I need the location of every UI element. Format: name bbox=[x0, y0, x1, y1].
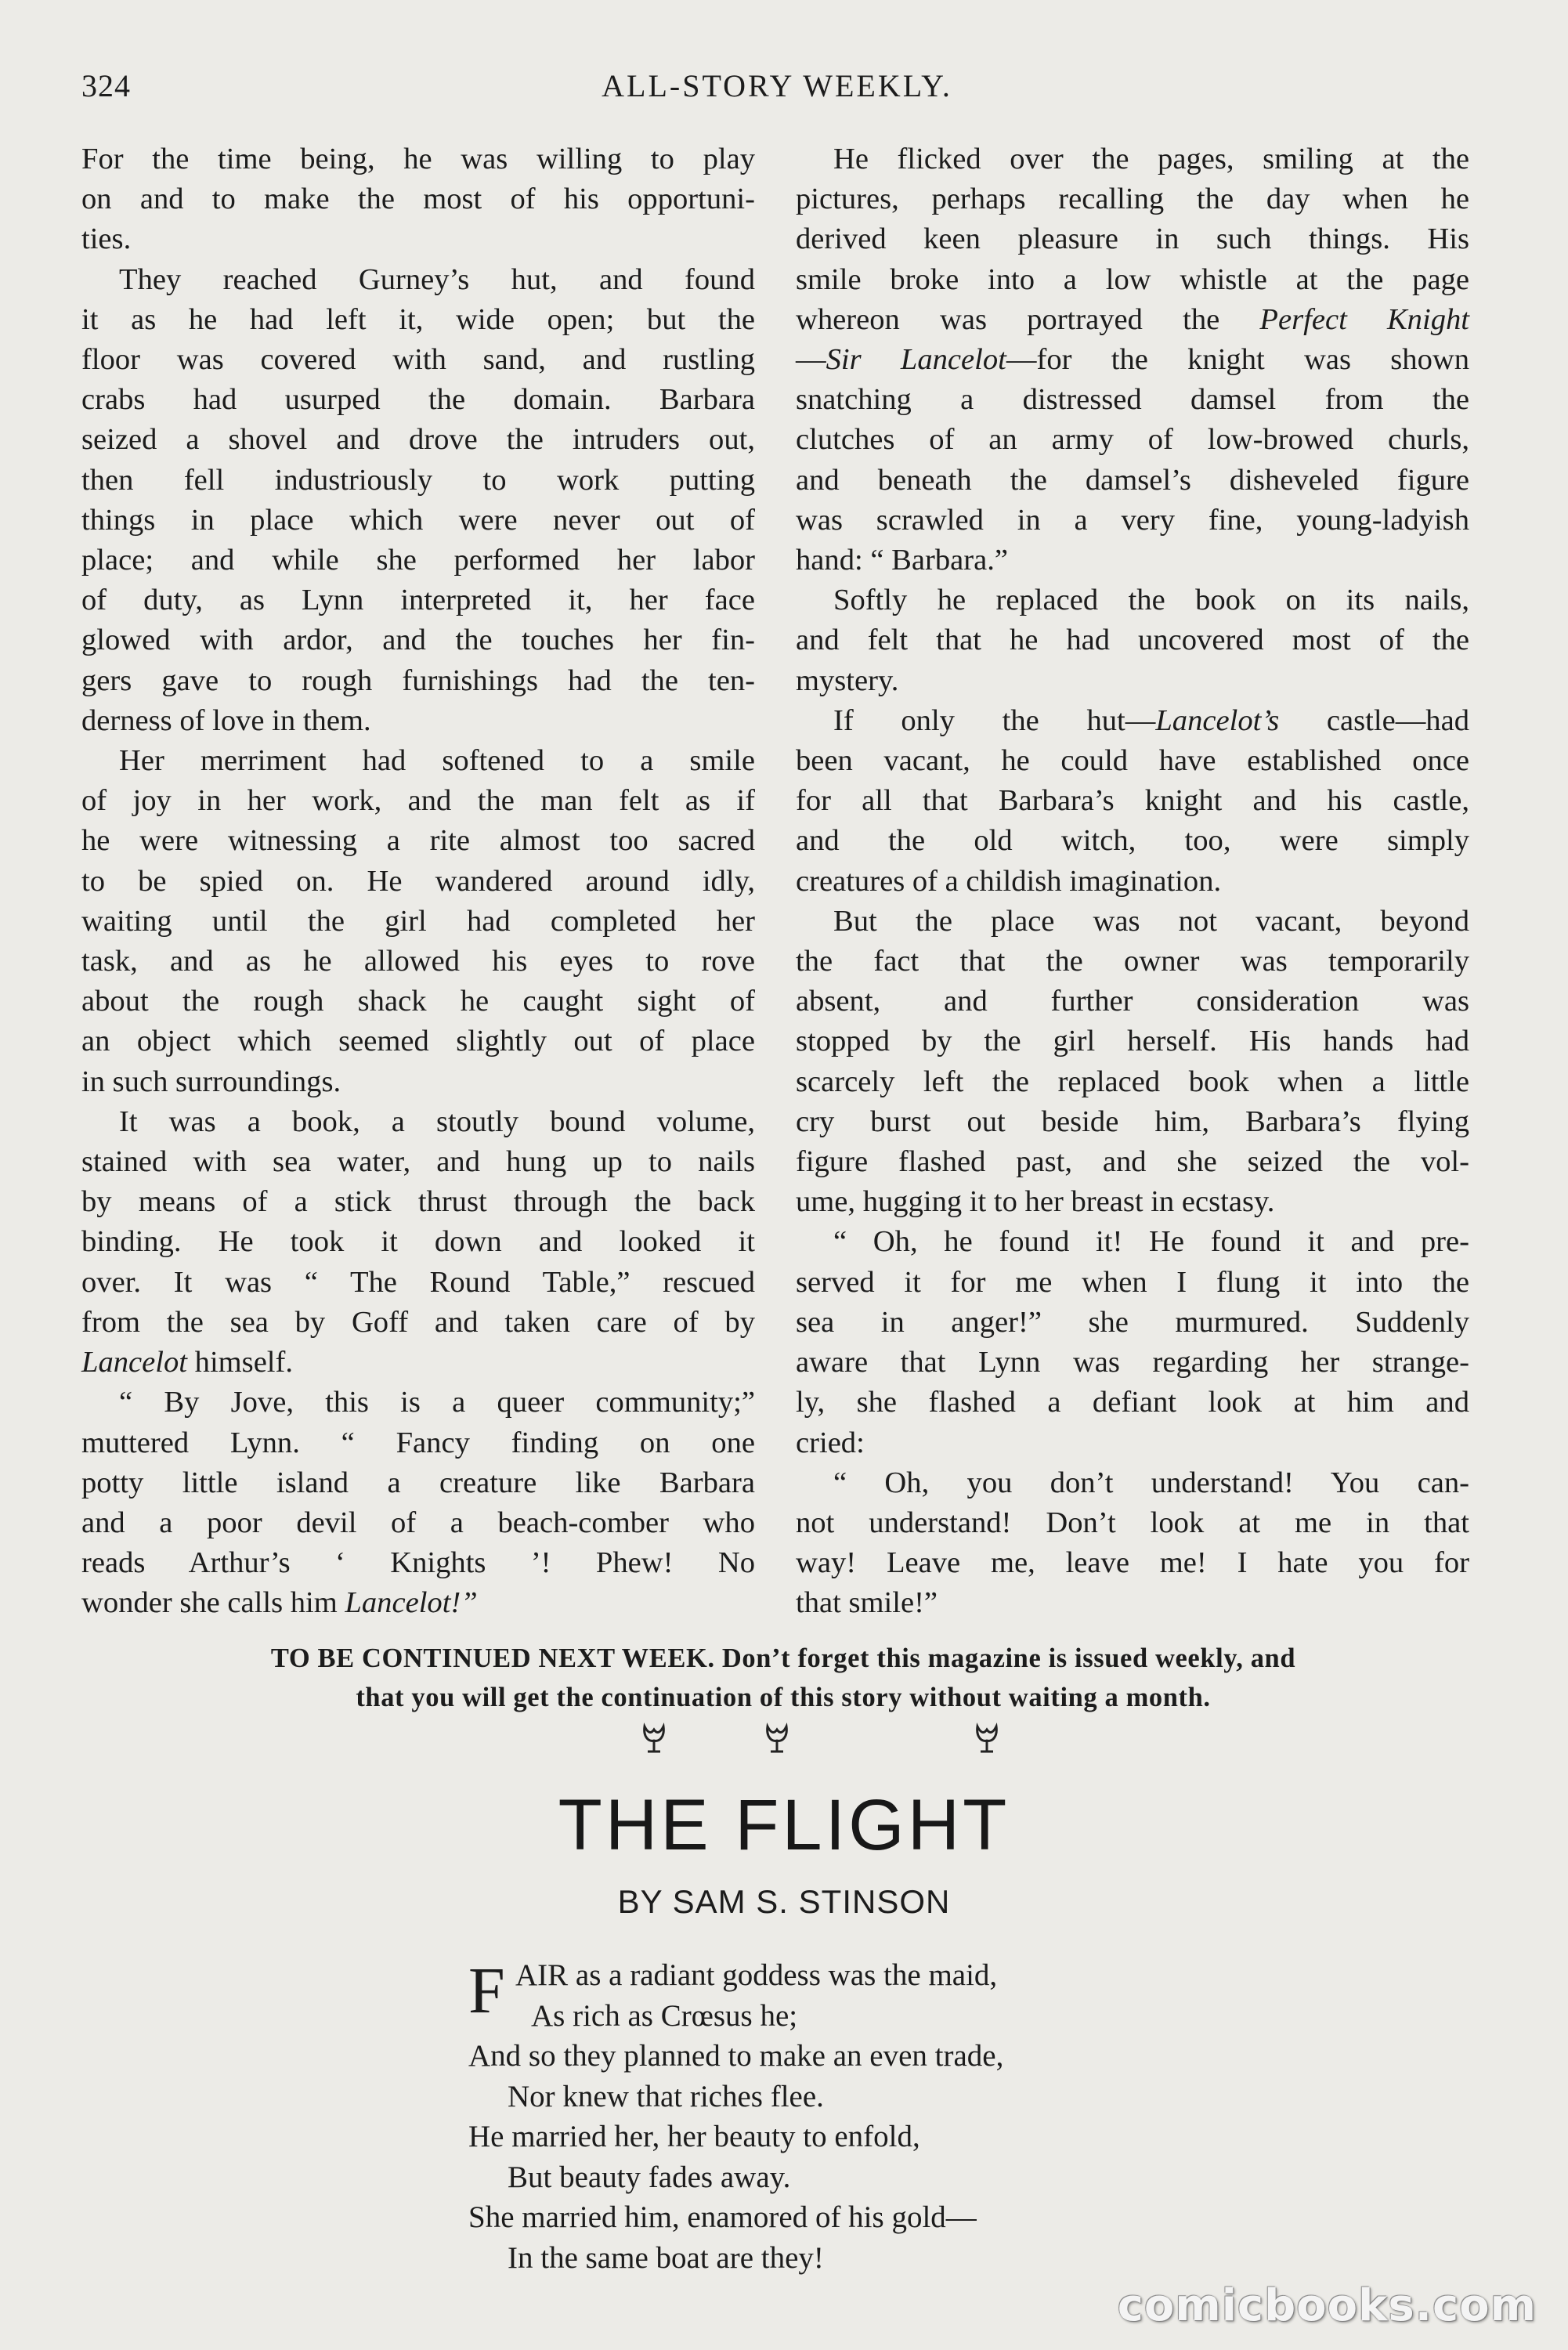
text-line: “ By Jove, this is a queer community;” bbox=[119, 1386, 755, 1419]
text-line: derness of love in them. bbox=[81, 703, 371, 737]
text-line: then fell industriously to work putting bbox=[81, 463, 755, 497]
text-line: from the sea by Goff and taken care of by bbox=[81, 1305, 755, 1339]
text-line: on and to make the most of his opportuni- bbox=[81, 183, 755, 216]
text-line: sea in anger!” she murmured. Suddenly bbox=[796, 1305, 1469, 1339]
poem-line: As rich as Crœsus he; bbox=[531, 1998, 798, 2033]
poem-title: THE FLIGHT bbox=[558, 1785, 1010, 1865]
text-line: to be spied on. He wandered around idly, bbox=[81, 864, 755, 898]
text-line: He flicked over the pages, smiling at the bbox=[833, 143, 1469, 175]
text-line: aware that Lynn was regarding her strange- bbox=[796, 1346, 1469, 1379]
text-line: task, and as he allowed his eyes to rove bbox=[81, 945, 755, 978]
text-line: pictures, perhaps recalling the day when he bbox=[796, 183, 1469, 216]
page-number: 324 bbox=[81, 68, 131, 103]
text-line: way! Leave me, leave me! I hate you for bbox=[796, 1546, 1469, 1580]
running-title: ALL-STORY WEEKLY. bbox=[602, 68, 952, 103]
text-line: If only the hut—Lancelot’s castle—had bbox=[833, 703, 1469, 737]
text-line: for all that Barbara’s knight and his castle, bbox=[796, 784, 1469, 818]
text-line: the fact that the owner was temporarily bbox=[796, 945, 1469, 978]
poem-line: And so they planned to make an even trade, bbox=[468, 2039, 1004, 2073]
text-line: of joy in her work, and the man felt as if bbox=[81, 784, 755, 818]
page-header bbox=[81, 67, 1472, 114]
text-line: reads Arthur’s ‘ Knights ’! Phew! No bbox=[81, 1546, 755, 1580]
text-line: They reached Gurney’s hut, and found bbox=[119, 262, 755, 296]
text-line: absent, and further consideration was bbox=[796, 985, 1469, 1018]
text-line: and a poor devil of a beach-comber who bbox=[81, 1506, 755, 1539]
text-line: things in place which were never out of bbox=[81, 503, 755, 537]
text-line: clutches of an army of low-browed churls, bbox=[796, 423, 1469, 457]
text-line: served it for me when I flung it into the bbox=[796, 1265, 1469, 1299]
text-line: scarcely left the replaced book when a little bbox=[796, 1065, 1469, 1098]
poem-body bbox=[468, 1955, 1173, 2278]
text-line: cry burst out beside him, Barbara’s flying bbox=[796, 1104, 1469, 1138]
text-line: was scrawled in a very fine, young-ladyish bbox=[796, 503, 1469, 537]
text-line: waiting until the girl had completed her bbox=[81, 904, 755, 938]
text-line: cried: bbox=[796, 1426, 865, 1459]
text-line: seized a shovel and drove the intruders out, bbox=[81, 423, 755, 457]
text-line: ly, she flashed a defiant look at him and bbox=[796, 1386, 1469, 1419]
text-line: But the place was not vacant, beyond bbox=[833, 904, 1469, 938]
text-line: creatures of a childish imagination. bbox=[796, 864, 1222, 898]
poem-line: She married him, enamored of his gold— bbox=[468, 2200, 977, 2234]
text-line: of duty, as Lynn interpreted it, her face bbox=[81, 584, 755, 617]
text-line: an object which seemed slightly out of place bbox=[81, 1025, 755, 1058]
continued-notice-line: that you will get the continuation of this story without waiting a month. bbox=[356, 1683, 1211, 1712]
drop-cap: F bbox=[468, 1954, 505, 2027]
text-line: derived keen pleasure in such things. His bbox=[796, 222, 1469, 256]
tulip-ornament-icon bbox=[638, 1720, 670, 1755]
text-line: Softly he replaced the book on its nails, bbox=[833, 584, 1469, 617]
text-line: It was a book, a stoutly bound volume, bbox=[119, 1104, 755, 1138]
poem-line: But beauty fades away. bbox=[508, 2160, 791, 2194]
text-line: by means of a stick thrust through the back bbox=[81, 1185, 755, 1219]
text-line: glowed with ardor, and the touches her fin- bbox=[81, 624, 755, 657]
text-line: not understand! Don’t look at me in that bbox=[796, 1506, 1469, 1539]
text-line: and felt that he had uncovered most of the bbox=[796, 624, 1469, 657]
text-line: Lancelot himself. bbox=[81, 1346, 294, 1379]
poem-byline: BY SAM S. STINSON bbox=[617, 1883, 951, 1920]
text-line: place; and while she performed her labor bbox=[81, 544, 755, 577]
text-line: ume, hugging it to her breast in ecstasy. bbox=[796, 1185, 1275, 1219]
text-line: figure flashed past, and she seized the vol- bbox=[796, 1145, 1469, 1179]
text-line: potty little island a creature like Barbara bbox=[81, 1466, 755, 1499]
tulip-ornament-icon bbox=[761, 1720, 793, 1755]
text-line: mystery. bbox=[796, 663, 899, 697]
text-line: For the time being, he was willing to play bbox=[81, 143, 755, 175]
text-line: crabs had usurped the domain. Barbara bbox=[81, 383, 755, 417]
text-line: and the old witch, too, were simply bbox=[796, 824, 1469, 858]
text-line: whereon was portrayed the Perfect Knight bbox=[796, 302, 1469, 336]
poem-line: AIR as a radiant goddess was the maid, bbox=[515, 1958, 998, 1992]
text-line: he were witnessing a rite almost too sacred bbox=[81, 824, 755, 858]
left-column bbox=[81, 139, 755, 1624]
continued-notice-line: TO BE CONTINUED NEXT WEEK. Don’t forget this magazine is issued weekly, and bbox=[270, 1643, 1296, 1673]
text-line: wonder she calls him Lancelot!” bbox=[81, 1586, 478, 1620]
text-line: —Sir Lancelot—for the knight was shown bbox=[796, 343, 1470, 377]
right-column bbox=[796, 139, 1469, 1624]
poem-line: Nor knew that riches flee. bbox=[508, 2079, 824, 2113]
text-line: stopped by the girl herself. His hands had bbox=[796, 1025, 1469, 1058]
text-line: over. It was “ The Round Table,” rescued bbox=[81, 1265, 755, 1299]
continued-notice bbox=[86, 1639, 1480, 1717]
text-line: smile broke into a low whistle at the page bbox=[796, 262, 1469, 296]
tulip-ornament-icon bbox=[971, 1720, 1003, 1755]
text-line: “ Oh, you don’t understand! You can- bbox=[833, 1466, 1469, 1499]
text-line: Her merriment had softened to a smile bbox=[119, 744, 755, 778]
poem-line: He married her, her beauty to enfold, bbox=[468, 2120, 920, 2153]
text-line: been vacant, he could have established once bbox=[796, 744, 1469, 778]
watermark: comicbooks.com bbox=[1117, 2280, 1537, 2331]
text-line: and beneath the damsel’s disheveled figure bbox=[796, 463, 1469, 497]
text-line: hand: “ Barbara.” bbox=[796, 544, 1008, 577]
text-line: “ Oh, he found it! He found it and pre- bbox=[833, 1225, 1469, 1259]
text-line: in such surroundings. bbox=[81, 1065, 341, 1098]
text-line: that smile!” bbox=[796, 1586, 938, 1620]
text-line: about the rough shack he caught sight of bbox=[81, 985, 755, 1018]
text-line: binding. He took it down and looked it bbox=[81, 1225, 755, 1259]
text-line: gers gave to rough furnishings had the ten- bbox=[81, 663, 755, 697]
text-line: muttered Lynn. “ Fancy finding on one bbox=[81, 1426, 755, 1459]
text-line: ties. bbox=[81, 222, 132, 256]
ornament-divider bbox=[0, 1720, 1568, 1759]
poem-line: In the same boat are they! bbox=[508, 2240, 824, 2275]
text-line: it as he had left it, wide open; but the bbox=[81, 302, 755, 336]
text-line: stained with sea water, and hung up to nails bbox=[81, 1145, 755, 1179]
text-line: snatching a distressed damsel from the bbox=[796, 383, 1469, 417]
text-line: floor was covered with sand, and rustling bbox=[81, 343, 755, 377]
